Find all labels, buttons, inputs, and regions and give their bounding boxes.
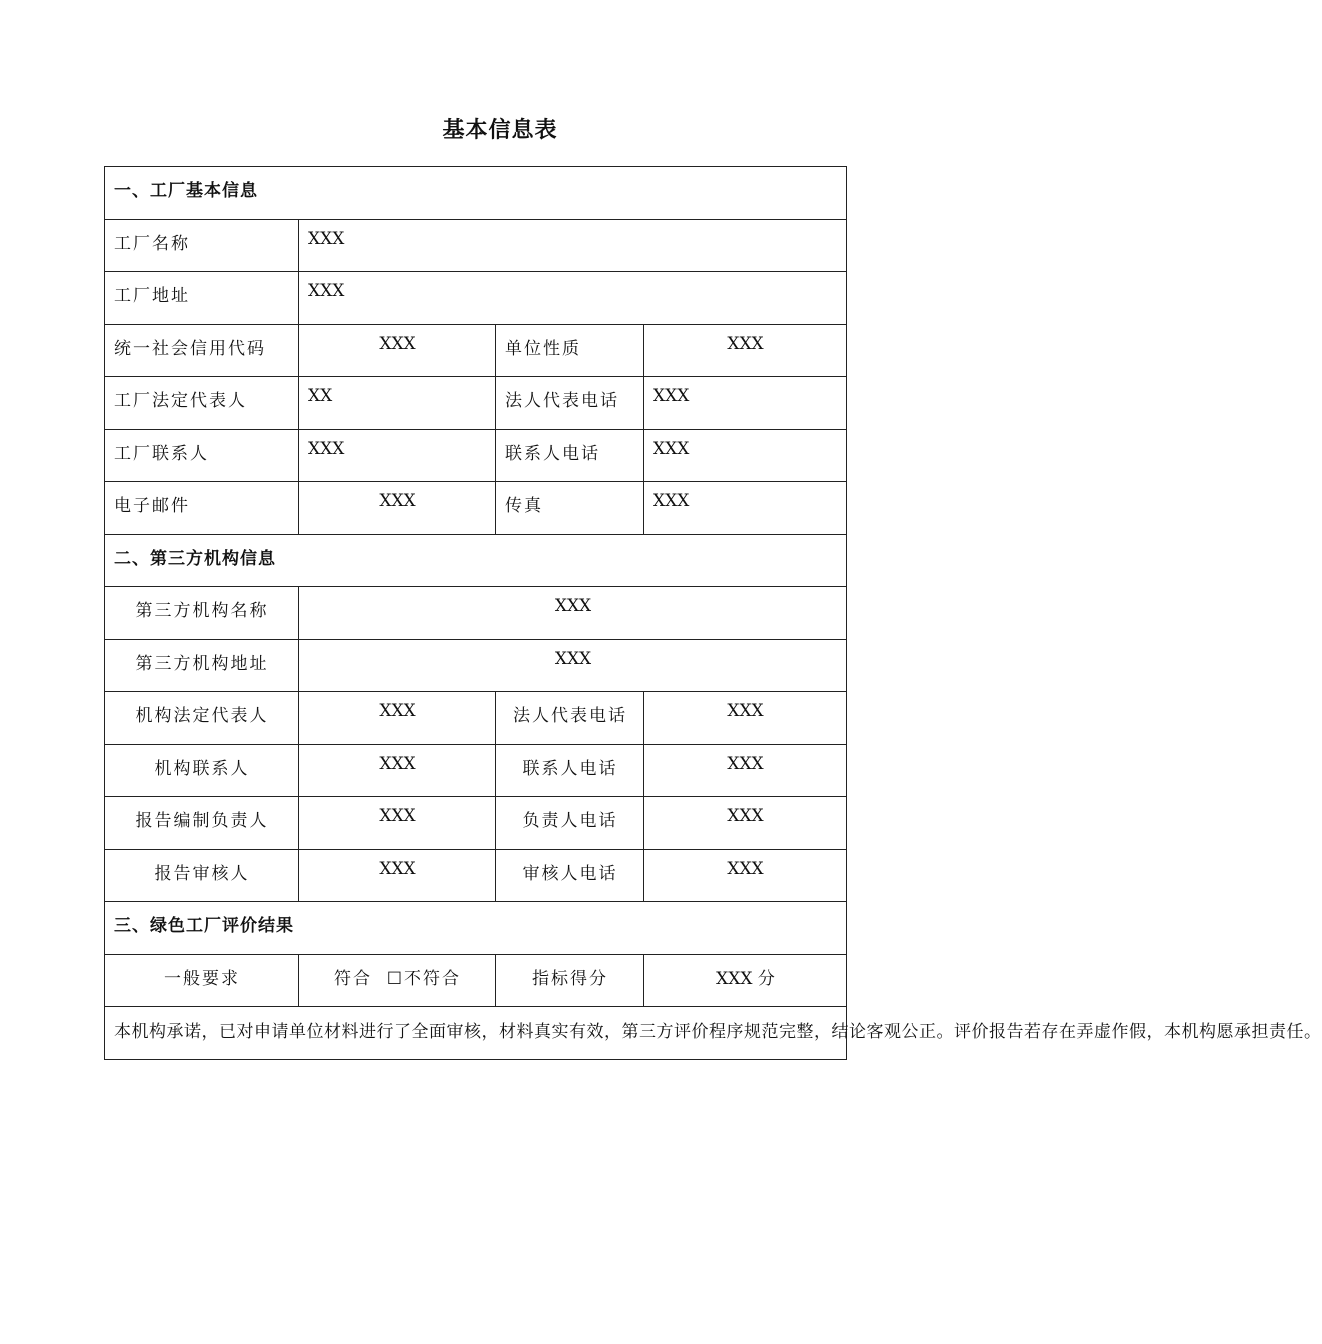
factory-name-row (105, 219, 847, 272)
org-legal-rep-phone-label: 法人代表电话 (496, 692, 644, 745)
org-legal-rep-label: 机构法定代表人 (105, 692, 299, 745)
org-contact-label: 机构联系人 (105, 744, 299, 797)
section2-heading-row (105, 534, 847, 587)
report-owner-label: 报告编制负责人 (105, 797, 299, 850)
evaluation-row (105, 954, 847, 1007)
basic-info-table (104, 166, 1322, 1060)
unit-nature-value[interactable]: XXX (644, 324, 847, 377)
org-name-label: 第三方机构名称 (105, 587, 299, 640)
reviewer-phone-value[interactable]: XXX (644, 849, 847, 902)
org-name-row (105, 587, 847, 640)
pledge-row (105, 1007, 847, 1060)
conform-text: 符合 (333, 968, 372, 989)
fax-value[interactable]: XXX (644, 482, 847, 535)
org-address-row (105, 639, 847, 692)
org-contact-phone-label: 联系人电话 (496, 744, 644, 797)
pledge-text: 本机构承诺，已对申请单位材料进行了全面审核，材料真实有效，第三方评价程序规范完整，结论客观公正。评价报告若存在弄虚作假，本机构愿承担责任。 (105, 1007, 847, 1060)
org-address-label: 第三方机构地址 (105, 639, 299, 692)
legal-rep-phone-label: 法人代表电话 (496, 377, 644, 430)
factory-address-row (105, 272, 847, 325)
section2-heading: 二、第三方机构信息 (105, 534, 847, 587)
report-owner-value[interactable]: XXX (299, 797, 496, 850)
org-legal-rep-phone-value[interactable]: XXX (644, 692, 847, 745)
contact-row (105, 429, 847, 482)
owner-phone-label: 负责人电话 (496, 797, 644, 850)
org-contact-row (105, 744, 847, 797)
section3-heading-row (105, 902, 847, 955)
general-req-label: 一般要求 (105, 954, 299, 1007)
factory-name-label: 工厂名称 (105, 219, 299, 272)
section1-heading-row (105, 167, 847, 220)
factory-address-value[interactable]: XXX (299, 272, 847, 325)
reviewer-phone-label: 审核人电话 (496, 849, 644, 902)
credit-code-label: 统一社会信用代码 (105, 324, 299, 377)
fax-label: 传真 (496, 482, 644, 535)
conformity-cell (299, 954, 496, 1007)
reviewer-row (105, 849, 847, 902)
score-label: 指标得分 (496, 954, 644, 1007)
org-legal-rep-row (105, 692, 847, 745)
legal-rep-row (105, 377, 847, 430)
email-label: 电子邮件 (105, 482, 299, 535)
section1-heading: 一、工厂基本信息 (105, 167, 847, 220)
contact-label: 工厂联系人 (105, 429, 299, 482)
page-title: 基本信息表 (442, 118, 558, 143)
factory-name-value[interactable]: XXX (299, 219, 847, 272)
nonconform-checkbox[interactable]: ☐ (386, 968, 405, 989)
legal-rep-label: 工厂法定代表人 (105, 377, 299, 430)
credit-code-row (105, 324, 847, 377)
contact-phone-label: 联系人电话 (496, 429, 644, 482)
org-name-value[interactable]: XXX (299, 587, 847, 640)
legal-rep-value[interactable]: XX (299, 377, 496, 430)
report-owner-row (105, 797, 847, 850)
factory-address-label: 工厂地址 (105, 272, 299, 325)
org-contact-value[interactable]: XXX (299, 744, 496, 797)
org-address-value[interactable]: XXX (299, 639, 847, 692)
email-value[interactable]: XXX (299, 482, 496, 535)
reviewer-value[interactable]: XXX (299, 849, 496, 902)
credit-code-value[interactable]: XXX (299, 324, 496, 377)
owner-phone-value[interactable]: XXX (644, 797, 847, 850)
unit-nature-label: 单位性质 (496, 324, 644, 377)
nonconform-text: 不符合 (404, 968, 462, 989)
contact-phone-value[interactable]: XXX (644, 429, 847, 482)
section3-heading: 三、绿色工厂评价结果 (105, 902, 847, 955)
org-contact-phone-value[interactable]: XXX (644, 744, 847, 797)
reviewer-label: 报告审核人 (105, 849, 299, 902)
email-row (105, 482, 847, 535)
org-legal-rep-value[interactable]: XXX (299, 692, 496, 745)
contact-value[interactable]: XXX (299, 429, 496, 482)
legal-rep-phone-value[interactable]: XXX (644, 377, 847, 430)
score-value[interactable]: XXX 分 (644, 954, 847, 1007)
